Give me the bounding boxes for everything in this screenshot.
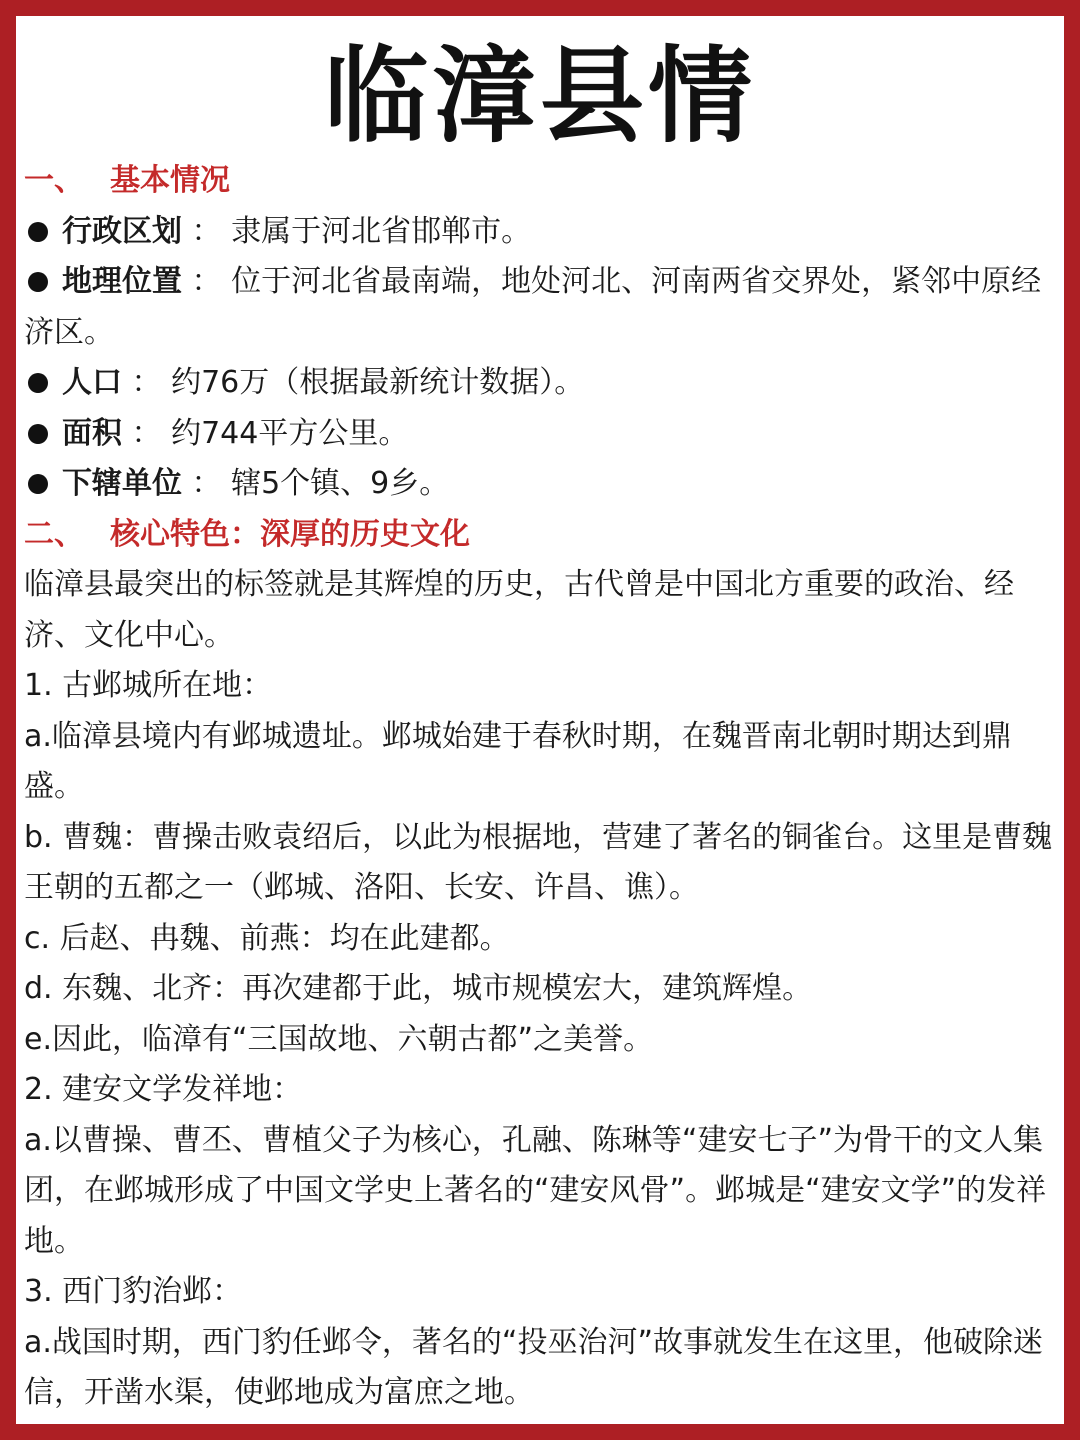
content-card xyxy=(16,16,1064,1424)
list-item-admin: 行政区划 ： 隶属于河北省邯郸市。 xyxy=(24,207,1058,258)
list-item-population: 人口 ： 约76万（根据最新统计数据）。 xyxy=(24,358,1058,409)
subsection-heading: 2. 建安文学发祥地： xyxy=(24,1072,303,1107)
bullet-icon xyxy=(28,222,48,242)
list-item-area: 面积 ： 约744平方公里。 xyxy=(24,409,1058,460)
subsection-heading: 1. 古邺城所在地： xyxy=(24,668,273,703)
paragraph: d. 东魏、北齐：再次建都于此，城市规模宏大，建筑辉煌。 xyxy=(24,971,813,1006)
section-number: 一、 xyxy=(24,163,84,198)
list-item-subdivisions: 下辖单位 ： 辖5个镇、9乡。 xyxy=(24,459,1058,510)
section-heading-basic xyxy=(24,156,1058,207)
paragraph: a.以曹操、曹丕、曹植父子为核心，孔融、陈琳等“建安七子”为骨干的文人集团，在邺城形成了中国文学史上著名的“建安风骨”。邺城是“建安文学”的发祥地。 xyxy=(24,1122,1047,1259)
section-title: 核心特色：深厚的历史文化 xyxy=(110,516,470,552)
subsection-heading: 3. 西门豹治邺： xyxy=(24,1274,243,1309)
bullet-icon xyxy=(28,474,48,494)
article-body xyxy=(24,156,1058,1419)
bullet-icon xyxy=(28,424,48,444)
paragraph: a.战国时期，西门豹任邺令，著名的“投巫治河”故事就发生在这里，他破除迷信，开凿水渠，使邺地成为富庶之地。 xyxy=(24,1324,1044,1410)
paragraph: c. 后赵、冉魏、前燕：均在此建都。 xyxy=(24,920,510,956)
paragraph: a.临漳县境内有邺城遗址。邺城始建于春秋时期，在魏晋南北朝时期达到鼎盛。 xyxy=(24,718,1012,804)
section-heading-culture xyxy=(24,510,1058,561)
section-title: 基本情况 xyxy=(110,163,230,198)
paragraph: b. 曹魏：曹操击败袁绍后，以此为根据地，营建了著名的铜雀台。这里是曹魏王朝的五都之一（邺城、洛阳、长安、许昌、谯）。 xyxy=(24,819,1053,905)
bullet-icon xyxy=(28,272,48,292)
bullet-icon xyxy=(28,373,48,393)
page-title: 临漳县情 xyxy=(323,35,756,157)
section-intro: 临漳县最突出的标签就是其辉煌的历史，古代曾是中国北方重要的政治、经济、文化中心。 xyxy=(24,567,1014,653)
section-number: 二、 xyxy=(24,516,84,552)
paragraph: e.因此，临漳有“三国故地、六朝古都”之美誉。 xyxy=(24,1021,654,1057)
list-item-location: 地理位置 ： 位于河北省最南端，地处河北、河南两省交界处，紧邻中原经济区。 xyxy=(24,264,1042,350)
